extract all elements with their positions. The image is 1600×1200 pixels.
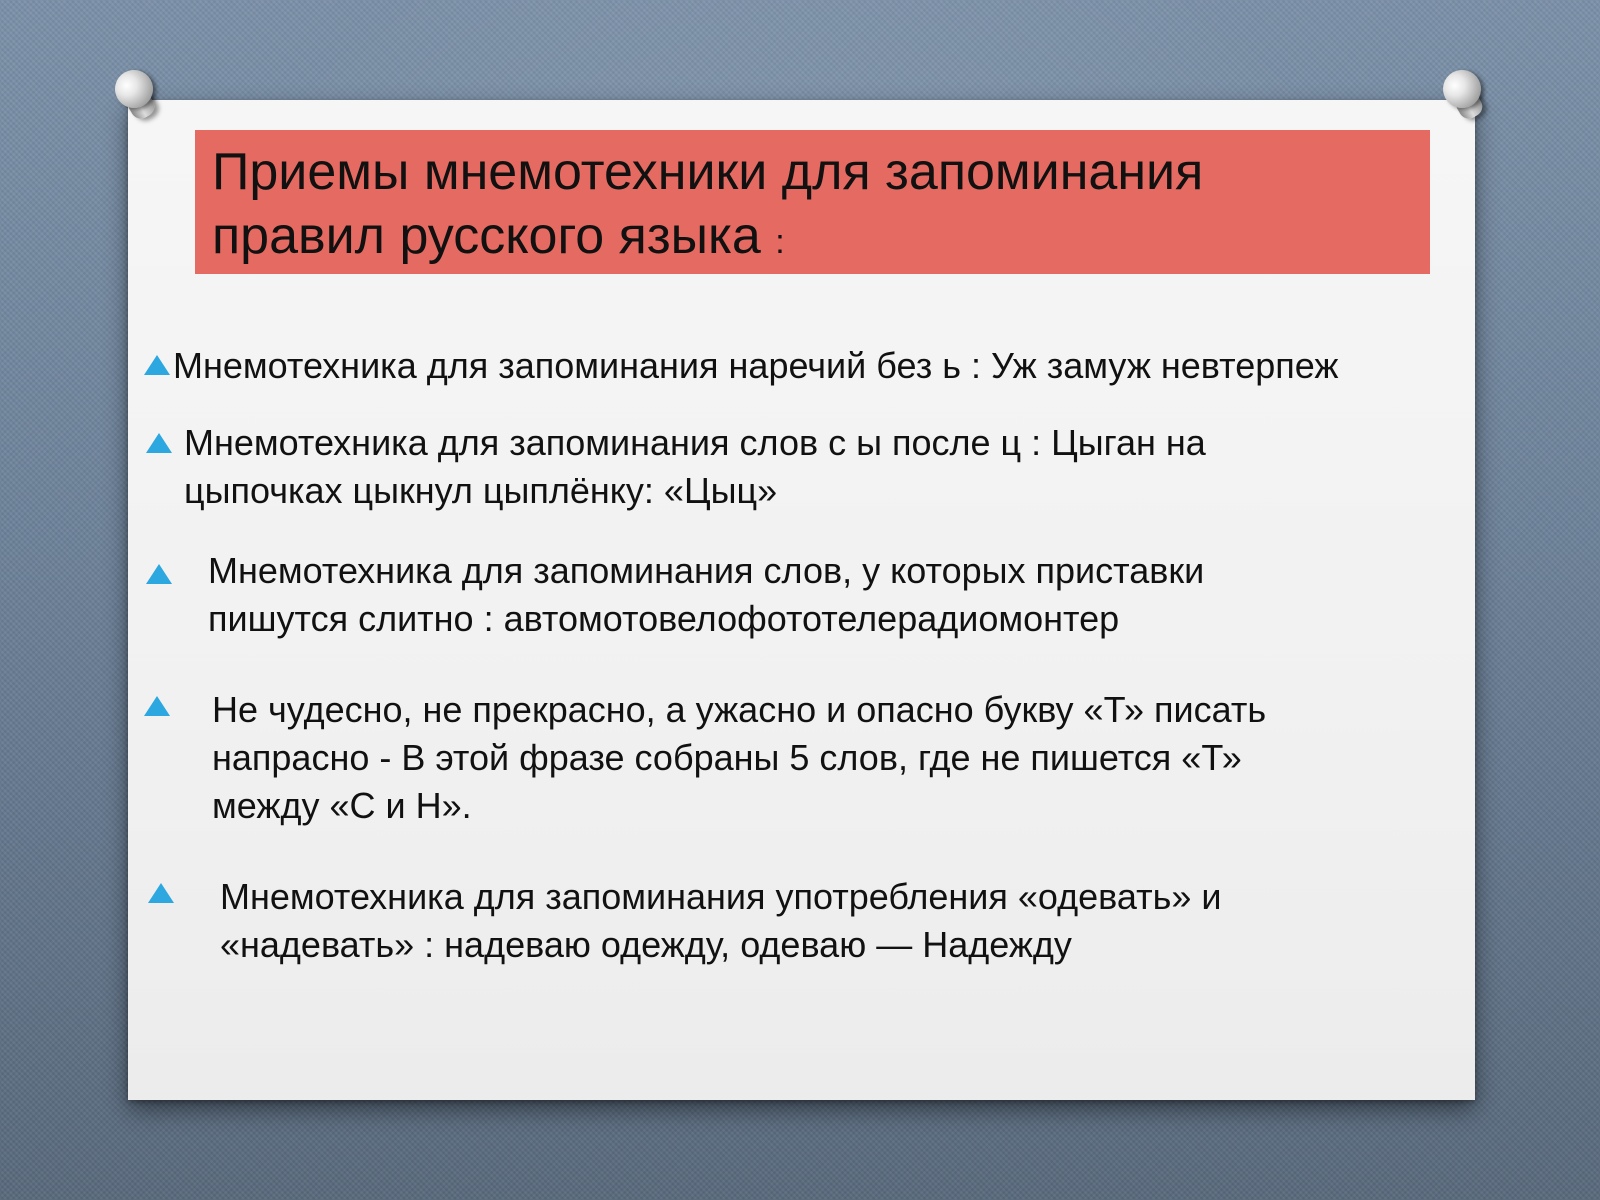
triangle-up-icon [146, 433, 172, 453]
triangle-up-icon [148, 883, 174, 903]
slide-title-colon: : [775, 223, 785, 261]
slide-title-text: Приемы мнемотехники для запоминания правил русского языка [212, 143, 1204, 265]
slide-title [212, 140, 1203, 274]
pushpin-icon [1441, 70, 1493, 122]
list-item: Мнемотехника для запоминания наречий без ь : Уж замуж невтерпеж [173, 345, 1339, 386]
list-item: Мнемотехника для запоминания употребления «одевать» и «надевать» : надеваю одежду, одеваю — Надежду [220, 876, 1222, 965]
triangle-up-icon [146, 564, 172, 584]
list-item: Мнемотехника для запоминания слов, у которых приставки пишутся слитно : автомотовелофототелерадиомонтер [208, 550, 1205, 639]
list-item: Мнемотехника для запоминания слов с ы после ц : Цыган на цыпочках цыкнул цыплёнку: «Цыц» [184, 422, 1206, 511]
title-banner [195, 130, 1430, 274]
triangle-up-icon [144, 696, 170, 716]
triangle-up-icon [144, 355, 170, 375]
list-item: Не чудесно, не прекрасно, а ужасно и опасно букву «Т» писать напрасно - В этой фразе собраны 5 слов, где не пишется «Т» между «С и Н». [212, 689, 1267, 826]
pushpin-icon [113, 70, 165, 122]
